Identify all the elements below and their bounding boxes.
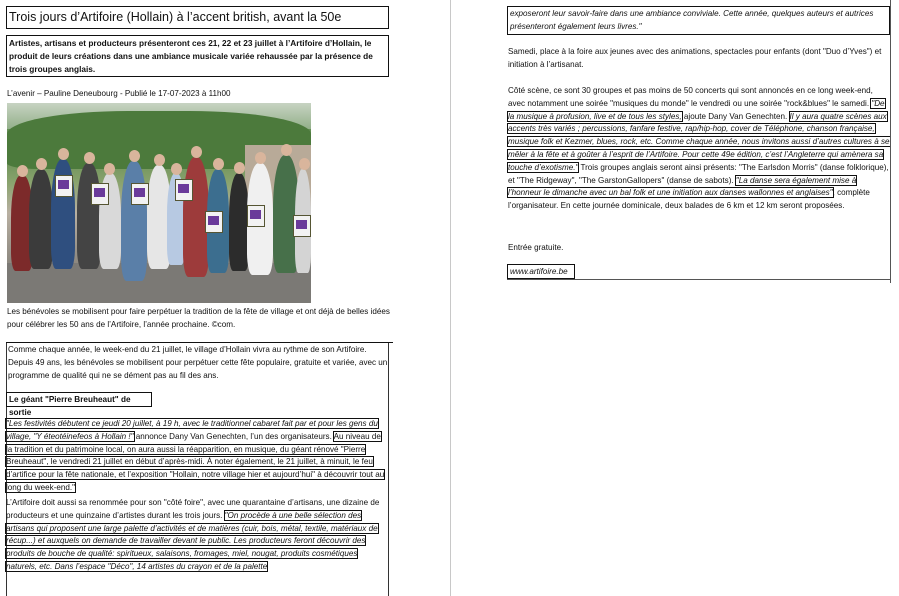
paragraph-intro: Comme chaque année, le week-end du 21 juillet, le village d’Hollain vivra au rythme de son Artifoire. Depuis 49 ans, les bénévoles se mobilisent pour perpétuer cette fête populaire, gratuite et variée, avec un programme de qualité qui ne se dément pas au fil des ans. xyxy=(6,342,393,386)
quote-festivities: "Les festivités débutent ce jeudi 20 juillet, à 19 h, avec le traditionnel cabaret fait par et pour les gens du village, "Y éteotéinefeos à Hollain !" xyxy=(6,419,378,441)
website-link[interactable]: www.artifoire.be xyxy=(507,264,575,279)
paragraph-samedi: Samedi, place à la foire aux jeunes avec des animations, spectacles pour enfants (dont "Duo d’Yves") et initiation à l’artisanat. xyxy=(508,47,882,69)
article-photo xyxy=(7,103,311,303)
foire-text: L’Artifoire doit aussi sa renommée pour son "côté foire", avec une quarantaine d’artisans, une dizaine de producteurs et une quinzaine d’artistes durant les trois jours. xyxy=(6,498,380,520)
article-byline: L’avenir – Pauline Deneubourg - Publié le 17-07-2023 à 11h00 xyxy=(7,89,231,98)
right-column-frame xyxy=(890,0,891,283)
page-divider xyxy=(450,0,451,596)
quote-musique: "De la musique à profusion, live et de tous les styles, xyxy=(508,98,885,121)
paragraph-foire xyxy=(6,497,389,574)
paragraph-auteurs: exposeront leur savoir-faire dans une ambiance conviviale. Cette année, quelques auteurs et autrices présenteront également leurs livres." xyxy=(507,6,890,35)
paragraph-scene xyxy=(508,85,891,213)
paragraph-festivities xyxy=(6,418,389,495)
entree-gratuite: Entrée gratuite. xyxy=(508,243,564,252)
attribution-text: annonce Dany Van Genechten, l’un des organisateurs. xyxy=(133,431,334,441)
quote-artisans: "On procède à une belle sélection des artisans qui proposent une large palette d’activités et de matières (cuir, bois, métal, textile, matériaux de récup...) et auxquels on demande de travailler devant le public. Les producteurs feront découvrir des produits de bouche de qualité: spiritueux, salaisons, fromages, miel, nougat, produits cosmétiques naturels, etc. Dans l’espace "Déco", 14 artistes du crayon et de la palette xyxy=(6,510,378,571)
quote-danse: "La danse sera également mise à l’honneur le dimanche avec un bal folk et une initiation aux danses wallonnes et anglaises" xyxy=(508,175,857,198)
dimanche-text: , complète l’organisateur. En cette journée dominicale, deux balades de 6 km et 12 km seront proposées. xyxy=(508,188,870,211)
quote-scenes: Il y aura quatre scènes aux accents très variés ; percussions, fanfare festive, rap/hip-hop, cover de Téléphone, chanson française, musique folk et Kezmer, blues, rock, etc. Comme chaque année, nous invitons aussi d’autres cultures à se mêler à la fête et à goûter à l’esprit de l’Artifoire. Pour cette 49e édition, c’est l’Angleterre qui amènera sa touche d’exotisme." xyxy=(508,111,890,172)
scene-text: Côté scène, ce sont 30 groupes et pas moins de 50 concerts qui sont annoncés en ce long week-end, avec notamment une soirée "musiques du monde" le vendredi ou une soirée "rock&blues" le samedi. xyxy=(508,86,873,108)
groupes-text: Trois groupes anglais seront ainsi présents: "The Earlsdon Morris" (danse folklorique), et "The Ridgeway", "The GarstonGallopers" (danse de sabots). xyxy=(508,162,889,185)
quote-tradition: Au niveau de la tradition et du patrimoine local, on aura aussi la réapparition, en musique, du géant rénové "Pierre Breuheaut", le vendredi 21 juillet en début d’après-midi. À noter également, le 21 juillet, à minuit, le feu d’artifice pour la fête nationale, et l’exposition "Hollain, notre village hier et aujourd’hui" à découvrir tout au long du week-end." xyxy=(6,431,385,492)
photo-caption: Les bénévoles se mobilisent pour faire perpétuer la tradition de la fête de village et ont déjà de belles idées pour célébrer les 50 ans de l’Artifoire, l’année prochaine. ©com. xyxy=(7,307,390,329)
article-title: Trois jours d’Artifoire (Hollain) à l’accent british, avant la 50e xyxy=(6,6,389,29)
right-column-bottom-rule xyxy=(507,279,891,280)
attribution-text-2: ajoute Dany Van Genechten. xyxy=(681,111,790,121)
section-subhead: Le géant "Pierre Breuheaut" de sortie xyxy=(6,392,152,407)
article-lead: Artistes, artisans et producteurs présenteront ces 21, 22 et 23 juillet à l’Artifoire d’Hollain, le produit de leurs créations dans une ambiance musicale variée rehaussée par la présence de trois groupes anglais. xyxy=(6,35,389,77)
